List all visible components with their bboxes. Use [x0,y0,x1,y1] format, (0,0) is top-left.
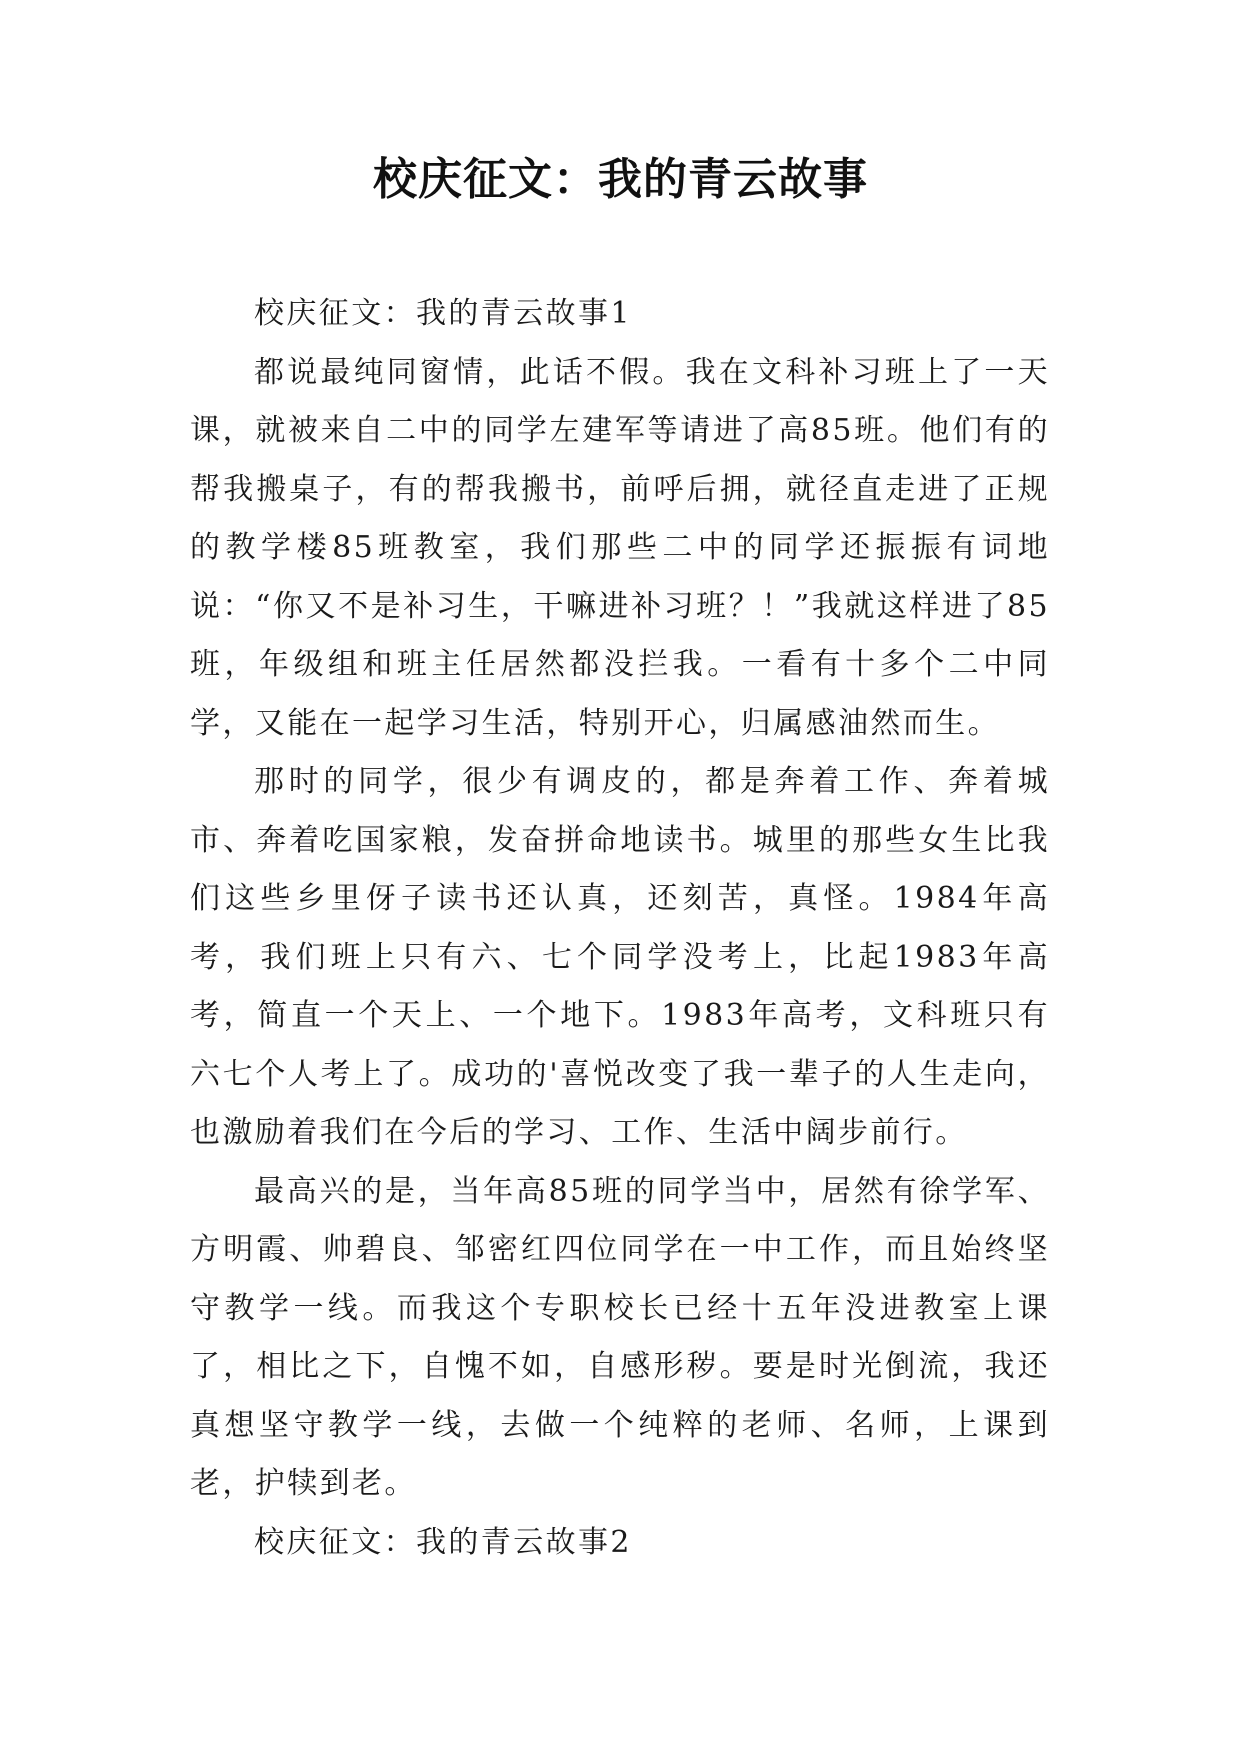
document-title: 校庆征文：我的青云故事 [373,154,868,205]
section-heading-1: 校庆征文：我的青云故事1 [254,296,632,331]
paragraph-3: 最高兴的是，当年高85班的同学当中，居然有徐学军、方明霞、帅碧良、邹密红四位同学在一中工作，而且始终坚守教学一线。而我这个专职校长已经十五年没进教室上课了，相比之下，自愧不如，自感形秽。要是时光倒流，我还真想坚守教学一线，去做一个纯粹的老师、名师，上课到老，护犊到老。 [190,1173,1050,1501]
document-body [190,285,1050,1572]
section-heading-2: 校庆征文：我的青云故事2 [254,1524,632,1560]
paragraph-1: 都说最纯同窗情，此话不假。我在文科补习班上了一天课，就被来自二中的同学左建军等请进了高85班。他们有的帮我搬桌子，有的帮我搬书，前呼后拥，就径直走进了正规的教学楼85班教室，我们那些二中的同学还振振有词地说：“你又不是补习生，干嘛进补习班？！”我就这样进了85班，年级组和班主任居然都没拦我。一看有十多个二中同学，又能在一起学习生活，特别开心，归属感油然而生。 [190,354,1050,741]
paragraph-2: 那时的同学，很少有调皮的，都是奔着工作、奔着城市、奔着吃国家粮，发奋拼命地读书。城里的那些女生比我们这些乡里伢子读书还认真，还刻苦，真怪。1984年高考，我们班上只有六、七个同学没考上，比起1983年高考，简直一个天上、一个地下。1983年高考，文科班只有六七个人考上了。成功的'喜悦改变了我一辈子的人生走向，也激励着我们在今后的学习、工作、生活中阔步前行。 [190,764,1050,1150]
